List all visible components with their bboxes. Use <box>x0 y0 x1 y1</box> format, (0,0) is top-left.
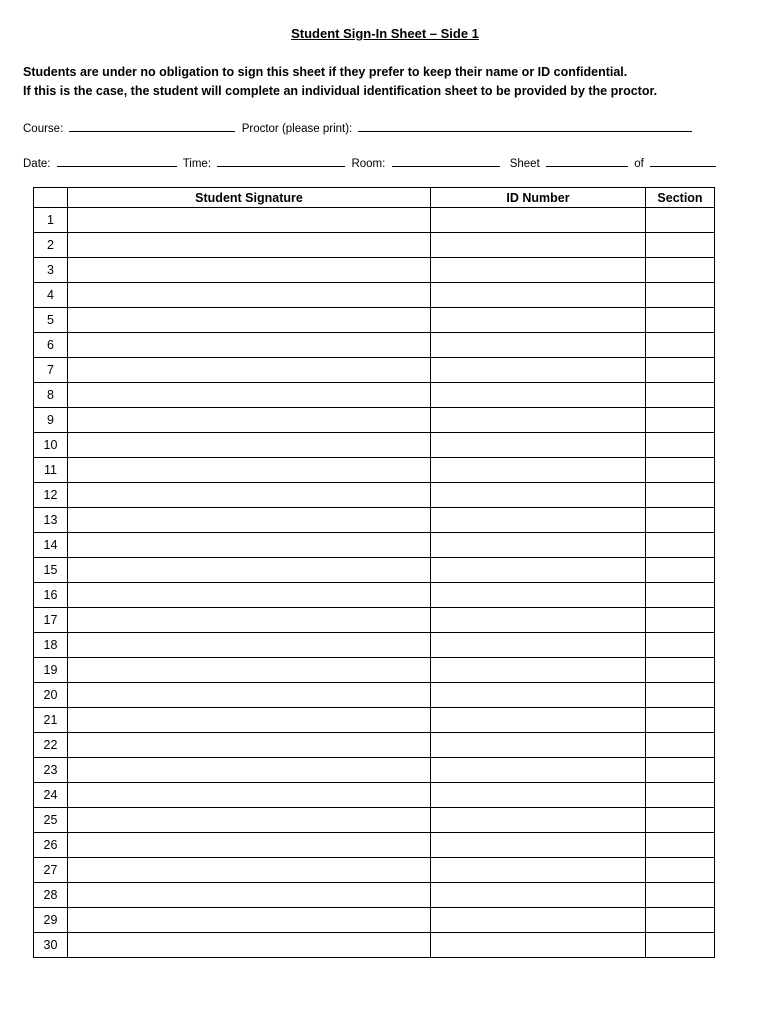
section-cell[interactable] <box>646 233 715 258</box>
table-row <box>34 333 715 358</box>
signature-cell[interactable] <box>68 233 431 258</box>
row-number-cell: 16 <box>34 583 68 608</box>
section-cell[interactable] <box>646 358 715 383</box>
id-number-cell[interactable] <box>431 908 646 933</box>
table-row <box>34 233 715 258</box>
signature-cell[interactable] <box>68 608 431 633</box>
id-number-cell[interactable] <box>431 833 646 858</box>
proctor-blank[interactable] <box>358 120 692 132</box>
section-cell[interactable] <box>646 483 715 508</box>
time-label: Time: <box>182 158 212 170</box>
row-number-cell: 21 <box>34 708 68 733</box>
id-number-cell[interactable] <box>431 683 646 708</box>
student-signature-header: Student Signature <box>68 188 431 208</box>
section-cell[interactable] <box>646 283 715 308</box>
signature-cell[interactable] <box>68 783 431 808</box>
row-number-cell: 26 <box>34 833 68 858</box>
signature-cell[interactable] <box>68 733 431 758</box>
signature-cell[interactable] <box>68 633 431 658</box>
table-row <box>34 683 715 708</box>
id-number-cell[interactable] <box>431 333 646 358</box>
id-number-header: ID Number <box>431 188 646 208</box>
id-number-cell[interactable] <box>431 558 646 583</box>
row-number-cell: 27 <box>34 858 68 883</box>
table-row <box>34 908 715 933</box>
section-cell[interactable] <box>646 433 715 458</box>
table-row <box>34 733 715 758</box>
section-cell[interactable] <box>646 708 715 733</box>
id-number-cell[interactable] <box>431 708 646 733</box>
row-number-cell: 8 <box>34 383 68 408</box>
table-row <box>34 633 715 658</box>
section-cell[interactable] <box>646 783 715 808</box>
signature-cell[interactable] <box>68 508 431 533</box>
id-number-cell[interactable] <box>431 258 646 283</box>
course-blank[interactable] <box>69 120 235 132</box>
signature-cell[interactable] <box>68 933 431 958</box>
table-row <box>34 533 715 558</box>
section-cell[interactable] <box>646 808 715 833</box>
signature-cell[interactable] <box>68 383 431 408</box>
section-cell[interactable] <box>646 583 715 608</box>
row-number-cell: 3 <box>34 258 68 283</box>
section-cell[interactable] <box>646 533 715 558</box>
row-number-cell: 6 <box>34 333 68 358</box>
table-row <box>34 283 715 308</box>
section-cell[interactable] <box>646 258 715 283</box>
page-title: Student Sign-In Sheet – Side 1 <box>291 26 479 41</box>
row-number-cell: 4 <box>34 283 68 308</box>
signature-cell[interactable] <box>68 558 431 583</box>
signature-cell[interactable] <box>68 583 431 608</box>
table-row <box>34 358 715 383</box>
table-row <box>34 808 715 833</box>
id-number-cell[interactable] <box>431 858 646 883</box>
signature-cell[interactable] <box>68 208 431 233</box>
sheet-total-blank[interactable] <box>650 155 716 167</box>
section-cell[interactable] <box>646 733 715 758</box>
table-row <box>34 258 715 283</box>
row-number-cell: 22 <box>34 733 68 758</box>
id-number-cell[interactable] <box>431 658 646 683</box>
row-number-cell: 23 <box>34 758 68 783</box>
table-header-row <box>34 188 715 208</box>
table-row <box>34 208 715 233</box>
id-number-cell[interactable] <box>431 883 646 908</box>
section-cell[interactable] <box>646 408 715 433</box>
table-row <box>34 308 715 333</box>
row-number-cell: 11 <box>34 458 68 483</box>
id-number-cell[interactable] <box>431 483 646 508</box>
signature-cell[interactable] <box>68 483 431 508</box>
row-number-cell: 5 <box>34 308 68 333</box>
id-number-cell[interactable] <box>431 783 646 808</box>
signature-cell[interactable] <box>68 458 431 483</box>
signature-cell[interactable] <box>68 683 431 708</box>
row-number-cell: 1 <box>34 208 68 233</box>
section-cell[interactable] <box>646 858 715 883</box>
signature-cell[interactable] <box>68 433 431 458</box>
signature-cell[interactable] <box>68 708 431 733</box>
table-row <box>34 483 715 508</box>
id-number-cell[interactable] <box>431 633 646 658</box>
id-number-cell[interactable] <box>431 808 646 833</box>
row-number-cell: 25 <box>34 808 68 833</box>
row-number-cell: 30 <box>34 933 68 958</box>
table-row <box>34 583 715 608</box>
signature-cell[interactable] <box>68 858 431 883</box>
signature-cell[interactable] <box>68 258 431 283</box>
row-number-cell: 19 <box>34 658 68 683</box>
table-row <box>34 933 715 958</box>
row-number-cell: 20 <box>34 683 68 708</box>
table-row <box>34 858 715 883</box>
row-number-cell: 14 <box>34 533 68 558</box>
notice-line-2: If this is the case, the student will complete an individual identification sheet to be provided by the proctor. <box>23 84 658 98</box>
row-number-cell: 24 <box>34 783 68 808</box>
signature-cell[interactable] <box>68 333 431 358</box>
signature-cell[interactable] <box>68 658 431 683</box>
row-number-cell: 7 <box>34 358 68 383</box>
date-blank[interactable] <box>57 155 177 167</box>
signature-cell[interactable] <box>68 408 431 433</box>
id-number-cell[interactable] <box>431 608 646 633</box>
section-cell[interactable] <box>646 308 715 333</box>
signature-cell[interactable] <box>68 833 431 858</box>
id-number-cell[interactable] <box>431 433 646 458</box>
signature-cell[interactable] <box>68 758 431 783</box>
signature-cell[interactable] <box>68 808 431 833</box>
id-number-cell[interactable] <box>431 508 646 533</box>
time-blank[interactable] <box>217 155 345 167</box>
section-cell[interactable] <box>646 683 715 708</box>
id-number-cell[interactable] <box>431 283 646 308</box>
signature-cell[interactable] <box>68 533 431 558</box>
row-number-cell: 13 <box>34 508 68 533</box>
section-cell[interactable] <box>646 383 715 408</box>
row-number-cell: 17 <box>34 608 68 633</box>
id-number-cell[interactable] <box>431 933 646 958</box>
signature-cell[interactable] <box>68 358 431 383</box>
row-number-cell: 28 <box>34 883 68 908</box>
date-label: Date: <box>23 158 51 170</box>
id-number-cell[interactable] <box>431 208 646 233</box>
id-number-cell[interactable] <box>431 358 646 383</box>
table-row <box>34 433 715 458</box>
section-cell[interactable] <box>646 458 715 483</box>
id-number-cell[interactable] <box>431 408 646 433</box>
section-cell[interactable] <box>646 558 715 583</box>
section-cell[interactable] <box>646 658 715 683</box>
section-cell[interactable] <box>646 608 715 633</box>
table-row <box>34 783 715 808</box>
table-row <box>34 558 715 583</box>
table-row <box>34 508 715 533</box>
section-cell[interactable] <box>646 833 715 858</box>
table-row <box>34 883 715 908</box>
course-label: Course: <box>23 123 64 135</box>
id-number-cell[interactable] <box>431 308 646 333</box>
table-row <box>34 608 715 633</box>
id-number-cell[interactable] <box>431 583 646 608</box>
table-row <box>34 758 715 783</box>
table-row <box>34 458 715 483</box>
id-number-cell[interactable] <box>431 758 646 783</box>
row-number-cell: 2 <box>34 233 68 258</box>
table-row <box>34 708 715 733</box>
id-number-cell[interactable] <box>431 533 646 558</box>
id-number-cell[interactable] <box>431 733 646 758</box>
section-cell[interactable] <box>646 633 715 658</box>
section-header: Section <box>646 188 715 208</box>
row-number-header <box>34 188 68 208</box>
section-cell[interactable] <box>646 908 715 933</box>
table-row <box>34 833 715 858</box>
table-row <box>34 383 715 408</box>
signature-cell[interactable] <box>68 308 431 333</box>
row-number-cell: 10 <box>34 433 68 458</box>
room-blank[interactable] <box>392 155 500 167</box>
signature-cell[interactable] <box>68 908 431 933</box>
of-label: of <box>634 158 644 170</box>
id-number-cell[interactable] <box>431 458 646 483</box>
row-number-cell: 15 <box>34 558 68 583</box>
table-row <box>34 408 715 433</box>
room-label: Room: <box>351 158 386 170</box>
row-number-cell: 29 <box>34 908 68 933</box>
section-cell[interactable] <box>646 508 715 533</box>
table-body <box>34 208 715 958</box>
section-cell[interactable] <box>646 208 715 233</box>
row-number-cell: 12 <box>34 483 68 508</box>
date-time-room-row <box>23 155 743 170</box>
signature-cell[interactable] <box>68 883 431 908</box>
notice-line-1: Students are under no obligation to sign this sheet if they prefer to keep their name or ID confidential. <box>23 65 628 79</box>
confidentiality-notice <box>23 63 753 101</box>
section-cell[interactable] <box>646 333 715 358</box>
course-proctor-row <box>23 120 743 135</box>
table-row <box>34 658 715 683</box>
row-number-cell: 9 <box>34 408 68 433</box>
section-cell[interactable] <box>646 883 715 908</box>
section-cell[interactable] <box>646 758 715 783</box>
sign-in-table <box>33 187 715 958</box>
sheet-number-blank[interactable] <box>546 155 628 167</box>
section-cell[interactable] <box>646 933 715 958</box>
signature-cell[interactable] <box>68 283 431 308</box>
row-number-cell: 18 <box>34 633 68 658</box>
proctor-label: Proctor (please print): <box>241 123 353 135</box>
id-number-cell[interactable] <box>431 233 646 258</box>
sheet-label: Sheet <box>509 158 540 170</box>
id-number-cell[interactable] <box>431 383 646 408</box>
